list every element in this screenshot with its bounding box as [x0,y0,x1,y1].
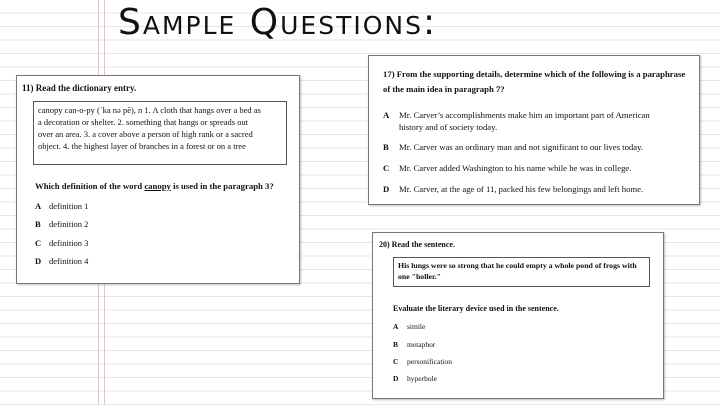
option-text: definition 4 [49,256,89,266]
option-text: Mr. Carver, at the age of 11, packed his few belongings and left home. [399,184,644,194]
option-d[interactable] [393,374,437,383]
option-text: Mr. Carver was an ordinary man and not significant to our lives today. [399,142,644,152]
option-d[interactable] [383,183,673,195]
option-b[interactable] [393,340,435,349]
dictionary-entry-line: canopy can-o-py (ˈka nə pē), n 1. A cloth that hangs over a bed as [38,105,261,115]
option-c[interactable] [35,238,88,248]
option-text: Mr. Carver added Washington to his name while he was in college. [399,163,632,173]
dictionary-entry-line: over an area. 3. a cover above a person of high rank or a sacred [38,129,253,139]
option-letter: C [383,163,390,173]
question-20-heading: 20) Read the sentence. [379,240,455,249]
dictionary-entry-line: object. 4. the highest layer of branches in a forest or on a tree [38,141,246,151]
option-letter: D [383,184,390,194]
option-letter: A [383,110,390,120]
sentence-box [393,257,650,287]
dictionary-entry [34,102,286,154]
question-20-prompt: Evaluate the literary device used in the sentence. [393,304,559,313]
option-letter: D [35,256,42,266]
option-text: hyperbole [407,374,437,383]
option-text: definition 2 [49,219,89,229]
question-20-card [372,232,664,399]
option-letter: D [393,374,399,383]
question-11-prompt-pre: Which definition of the word [35,181,145,191]
option-text: definition 3 [49,238,89,248]
option-letter: A [35,201,42,211]
question-11-card [16,75,300,284]
option-letter: B [393,340,399,349]
option-text: Mr. Carver’s accomplishments make him an important part of American history and of society today. [399,110,650,132]
dictionary-entry-line: a decoration or shelter. 2. something that hangs or spreads out [38,117,249,127]
question-17-card [368,55,700,205]
option-b[interactable] [383,141,673,153]
question-17-heading [383,68,693,95]
question-17-heading-line: 17) From the supporting details, determine which of the following is a paraphrase [383,69,686,79]
option-letter: C [393,357,399,366]
option-c[interactable] [393,357,452,366]
option-text: simile [407,322,426,331]
option-letter: B [383,142,389,152]
question-11-prompt-post: is used in the paragraph 3? [170,181,274,191]
question-17-heading-line: of the main idea in paragraph 7? [383,84,505,94]
option-letter: B [35,219,41,229]
option-letter: C [35,238,42,248]
sentence-text: His lungs were so strong that he could empty a whole pond of frogs with one "holler." [398,261,637,281]
option-text: metaphor [407,340,436,349]
option-text: definition 1 [49,201,89,211]
question-11-heading: 11) Read the dictionary entry. [22,83,137,93]
option-a[interactable] [35,201,88,211]
page-title: Sample Questions: [118,2,438,43]
option-letter: A [393,322,399,331]
dictionary-entry-box [33,101,287,165]
option-text: personification [407,357,452,366]
option-b[interactable] [35,219,88,229]
option-c[interactable] [383,162,673,174]
option-a[interactable] [393,322,425,331]
option-a[interactable] [383,109,673,133]
option-d[interactable] [35,256,88,266]
question-11-prompt [35,180,274,192]
question-11-target-word: canopy [144,181,171,191]
